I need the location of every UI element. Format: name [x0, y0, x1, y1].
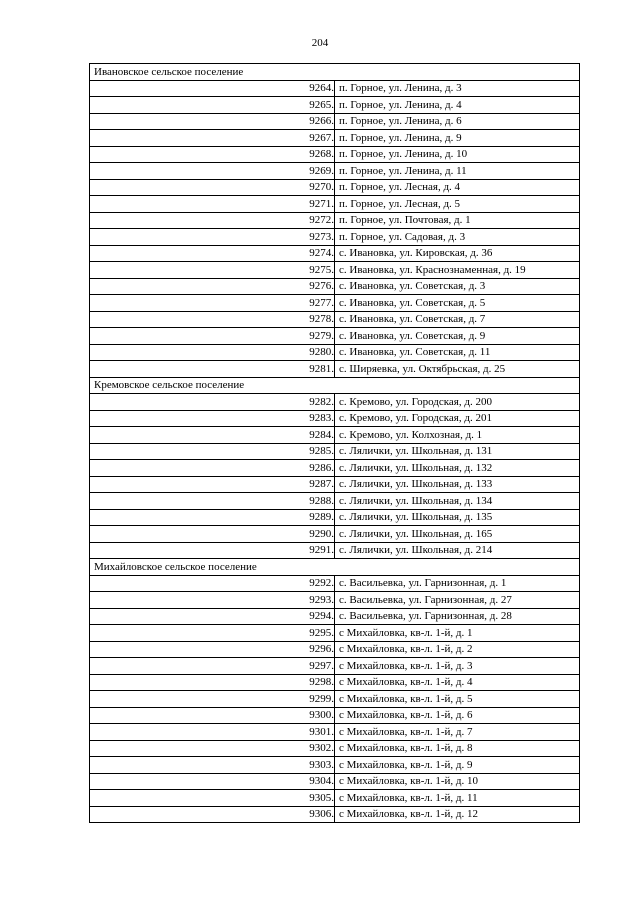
table-row — [90, 707, 580, 724]
row-number: 9305. — [90, 790, 335, 807]
table-row — [90, 80, 580, 97]
table-row — [90, 328, 580, 345]
row-address: п. Горное, ул. Ленина, д. 9 — [335, 130, 580, 147]
row-address: с. Кремово, ул. Городская, д. 200 — [335, 394, 580, 411]
row-address: с. Лялички, ул. Школьная, д. 134 — [335, 493, 580, 510]
row-address: с Михайловка, кв-л. 1-й, д. 8 — [335, 740, 580, 757]
address-table — [89, 63, 580, 823]
row-address: п. Горное, ул. Садовая, д. 3 — [335, 229, 580, 246]
row-address: с Михайловка, кв-л. 1-й, д. 12 — [335, 806, 580, 823]
row-address: с Михайловка, кв-л. 1-й, д. 7 — [335, 724, 580, 741]
table-row — [90, 212, 580, 229]
row-number: 9300. — [90, 707, 335, 724]
row-number: 9289. — [90, 509, 335, 526]
section-header-row — [90, 559, 580, 576]
row-address: п. Горное, ул. Ленина, д. 10 — [335, 146, 580, 163]
row-number: 9298. — [90, 674, 335, 691]
row-number: 9272. — [90, 212, 335, 229]
row-number: 9271. — [90, 196, 335, 213]
row-address: с. Лялички, ул. Школьная, д. 133 — [335, 476, 580, 493]
row-number: 9286. — [90, 460, 335, 477]
row-address: п. Горное, ул. Почтовая, д. 1 — [335, 212, 580, 229]
row-number: 9275. — [90, 262, 335, 279]
row-number: 9267. — [90, 130, 335, 147]
row-address: с Михайловка, кв-л. 1-й, д. 9 — [335, 757, 580, 774]
table-row — [90, 163, 580, 180]
table-row — [90, 344, 580, 361]
row-address: с. Ивановка, ул. Советская, д. 5 — [335, 295, 580, 312]
table-row — [90, 575, 580, 592]
table-row — [90, 806, 580, 823]
table-row — [90, 196, 580, 213]
table-row — [90, 113, 580, 130]
table-row — [90, 509, 580, 526]
table-row — [90, 460, 580, 477]
row-number: 9304. — [90, 773, 335, 790]
section-title: Михайловское сельское поселение — [90, 559, 580, 576]
row-number: 9284. — [90, 427, 335, 444]
table-row — [90, 262, 580, 279]
row-number: 9265. — [90, 97, 335, 114]
row-address: с. Лялички, ул. Школьная, д. 135 — [335, 509, 580, 526]
row-address: с. Лялички, ул. Школьная, д. 214 — [335, 542, 580, 559]
row-address: с. Ивановка, ул. Советская, д. 3 — [335, 278, 580, 295]
table-row — [90, 625, 580, 642]
row-number: 9268. — [90, 146, 335, 163]
table-row — [90, 757, 580, 774]
table-row — [90, 179, 580, 196]
table-row — [90, 691, 580, 708]
row-address: п. Горное, ул. Ленина, д. 3 — [335, 80, 580, 97]
row-number: 9306. — [90, 806, 335, 823]
table-row — [90, 674, 580, 691]
table-row — [90, 740, 580, 757]
row-address: с. Ивановка, ул. Советская, д. 9 — [335, 328, 580, 345]
page-number: 204 — [311, 37, 329, 49]
row-number: 9283. — [90, 410, 335, 427]
table-row — [90, 542, 580, 559]
table-row — [90, 97, 580, 114]
row-address: с. Ивановка, ул. Советская, д. 11 — [335, 344, 580, 361]
row-address: с. Кремово, ул. Городская, д. 201 — [335, 410, 580, 427]
row-address: п. Горное, ул. Лесная, д. 5 — [335, 196, 580, 213]
row-address: с Михайловка, кв-л. 1-й, д. 2 — [335, 641, 580, 658]
table-row — [90, 790, 580, 807]
row-number: 9282. — [90, 394, 335, 411]
row-number: 9292. — [90, 575, 335, 592]
row-address: с Михайловка, кв-л. 1-й, д. 11 — [335, 790, 580, 807]
row-number: 9278. — [90, 311, 335, 328]
row-address: с Михайловка, кв-л. 1-й, д. 6 — [335, 707, 580, 724]
address-table-body — [90, 64, 580, 823]
row-address: с. Васильевка, ул. Гарнизонная, д. 1 — [335, 575, 580, 592]
row-number: 9297. — [90, 658, 335, 675]
row-address: с Михайловка, кв-л. 1-й, д. 4 — [335, 674, 580, 691]
row-number: 9291. — [90, 542, 335, 559]
row-number: 9293. — [90, 592, 335, 609]
row-number: 9281. — [90, 361, 335, 378]
section-title: Кремовское сельское поселение — [90, 377, 580, 394]
row-address: п. Горное, ул. Ленина, д. 11 — [335, 163, 580, 180]
table-row — [90, 608, 580, 625]
row-address: с. Васильевка, ул. Гарнизонная, д. 28 — [335, 608, 580, 625]
table-row — [90, 245, 580, 262]
row-number: 9280. — [90, 344, 335, 361]
row-address: с Михайловка, кв-л. 1-й, д. 3 — [335, 658, 580, 675]
table-row — [90, 295, 580, 312]
row-number: 9273. — [90, 229, 335, 246]
row-number: 9274. — [90, 245, 335, 262]
table-row — [90, 658, 580, 675]
row-number: 9264. — [90, 80, 335, 97]
row-address: с. Лялички, ул. Школьная, д. 131 — [335, 443, 580, 460]
row-number: 9276. — [90, 278, 335, 295]
section-header-row — [90, 377, 580, 394]
table-row — [90, 427, 580, 444]
row-number: 9296. — [90, 641, 335, 658]
row-number: 9285. — [90, 443, 335, 460]
table-row — [90, 361, 580, 378]
table-row — [90, 592, 580, 609]
table-row — [90, 443, 580, 460]
table-row — [90, 724, 580, 741]
row-address: с. Ширяевка, ул. Октябрьская, д. 25 — [335, 361, 580, 378]
row-address: с. Лялички, ул. Школьная, д. 165 — [335, 526, 580, 543]
row-address: с. Васильевка, ул. Гарнизонная, д. 27 — [335, 592, 580, 609]
section-title: Ивановское сельское поселение — [90, 64, 580, 81]
table-row — [90, 526, 580, 543]
row-address: п. Горное, ул. Ленина, д. 4 — [335, 97, 580, 114]
row-number: 9301. — [90, 724, 335, 741]
row-address: с Михайловка, кв-л. 1-й, д. 10 — [335, 773, 580, 790]
row-number: 9277. — [90, 295, 335, 312]
row-address: с. Ивановка, ул. Краснознаменная, д. 19 — [335, 262, 580, 279]
row-number: 9303. — [90, 757, 335, 774]
table-row — [90, 641, 580, 658]
row-address: с. Лялички, ул. Школьная, д. 132 — [335, 460, 580, 477]
row-number: 9270. — [90, 179, 335, 196]
row-number: 9299. — [90, 691, 335, 708]
row-address: с. Ивановка, ул. Кировская, д. 36 — [335, 245, 580, 262]
row-number: 9290. — [90, 526, 335, 543]
row-number: 9295. — [90, 625, 335, 642]
row-number: 9266. — [90, 113, 335, 130]
table-row — [90, 130, 580, 147]
row-address: с Михайловка, кв-л. 1-й, д. 5 — [335, 691, 580, 708]
table-row — [90, 311, 580, 328]
row-address: с Михайловка, кв-л. 1-й, д. 1 — [335, 625, 580, 642]
table-row — [90, 476, 580, 493]
row-address: п. Горное, ул. Ленина, д. 6 — [335, 113, 580, 130]
table-row — [90, 394, 580, 411]
row-address: п. Горное, ул. Лесная, д. 4 — [335, 179, 580, 196]
row-number: 9294. — [90, 608, 335, 625]
row-address: с. Кремово, ул. Колхозная, д. 1 — [335, 427, 580, 444]
row-number: 9269. — [90, 163, 335, 180]
table-row — [90, 146, 580, 163]
row-number: 9287. — [90, 476, 335, 493]
table-row — [90, 773, 580, 790]
table-row — [90, 229, 580, 246]
row-number: 9302. — [90, 740, 335, 757]
table-row — [90, 410, 580, 427]
table-row — [90, 493, 580, 510]
table-row — [90, 278, 580, 295]
row-address: с. Ивановка, ул. Советская, д. 7 — [335, 311, 580, 328]
row-number: 9288. — [90, 493, 335, 510]
section-header-row — [90, 64, 580, 81]
row-number: 9279. — [90, 328, 335, 345]
